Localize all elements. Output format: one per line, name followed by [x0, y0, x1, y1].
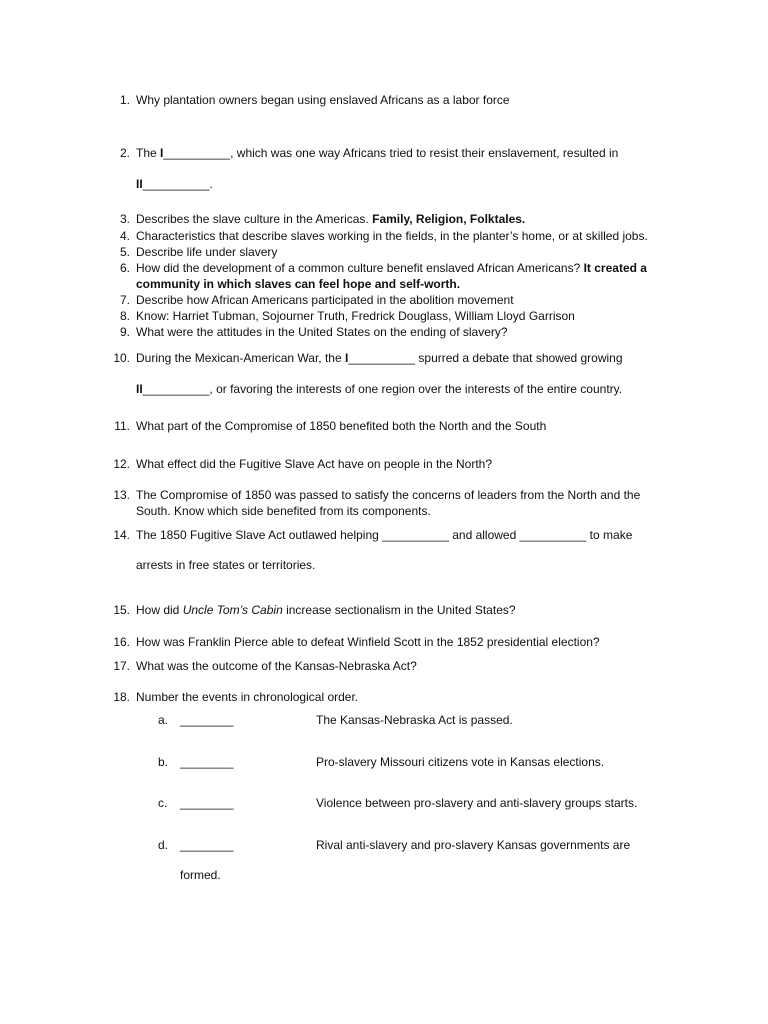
event-blank: ________: [180, 838, 234, 852]
question-text: How was Franklin Pierce able to defeat Winfield Scott in the 1852 presidential election?: [136, 635, 600, 649]
event-text: Rival anti-slavery and pro-slavery Kansas governments are: [316, 838, 631, 852]
question-number: 11.: [114, 419, 130, 433]
text-segment: How did the development of a common culture benefit enslaved African Americans?: [136, 261, 584, 275]
fill-blank: __________: [142, 382, 210, 396]
question-number: 3.: [119, 212, 130, 226]
event-blank: ________: [180, 713, 234, 727]
question-text: What were the attitudes in the United States on the ending of slavery?: [136, 325, 508, 339]
question-text: [136, 211, 676, 227]
question-number: 15.: [113, 603, 130, 617]
text-segment: increase sectionalism in the United States?: [282, 603, 516, 617]
text-segment: .: [209, 177, 213, 191]
text-segment: During the Mexican-American War, the: [136, 351, 345, 365]
question-number: 2.: [119, 146, 130, 160]
question-text: What effect did the Fugitive Slave Act have on people in the North?: [136, 457, 492, 471]
book-title: Uncle Tom’s Cabin: [182, 603, 283, 617]
question-number: 4.: [119, 229, 130, 243]
question-text: Know: Harriet Tubman, Sojourner Truth, Fredrick Douglass, William Lloyd Garrison: [136, 309, 575, 323]
question-number: 8.: [119, 309, 130, 323]
question-number: 6.: [119, 261, 130, 275]
question-text: The 1850 Fugitive Slave Act outlawed helping __________ and allowed __________ to make: [136, 528, 633, 542]
event-letter: c.: [158, 796, 168, 810]
answer-text: It created a: [583, 261, 647, 275]
question-2-continuation: [136, 176, 213, 192]
question-number: 13.: [113, 488, 130, 502]
text-segment: spurred a debate that showed growing: [415, 351, 623, 365]
question-text: What was the outcome of the Kansas-Nebraska Act?: [136, 659, 417, 673]
answer-text: community in which slaves can feel hope and self-worth.: [136, 277, 461, 291]
question-number: 16.: [113, 635, 130, 649]
question-text: Number the events in chronological order.: [136, 690, 359, 704]
text-segment: , or favoring the interests of one region over the interests of the entire country.: [209, 382, 623, 396]
event-blank: ________: [180, 796, 234, 810]
event-text: The Kansas-Nebraska Act is passed.: [316, 713, 513, 727]
event-letter: d.: [158, 838, 169, 852]
event-blank: ________: [180, 755, 234, 769]
event-letter: a.: [158, 713, 169, 727]
fill-blank: __________: [348, 351, 416, 365]
question-text: [136, 602, 676, 618]
question-number: 7.: [119, 293, 130, 307]
question-text: [136, 145, 676, 161]
question-10-continuation: [136, 381, 622, 397]
question-14-continuation: arrests in free states or territories.: [136, 558, 316, 572]
question-text: Why plantation owners began using enslaved Africans as a labor force: [136, 93, 510, 107]
question-number: 18.: [113, 690, 130, 704]
question-number: 14.: [113, 528, 130, 542]
question-number: 5.: [119, 245, 130, 259]
question-number: 17.: [113, 659, 130, 673]
question-number: 9.: [119, 325, 130, 339]
text-segment: Describes the slave culture in the Americas.: [136, 212, 373, 226]
question-text: Describe life under slavery: [136, 245, 278, 259]
answer-text: Family, Religion, Folktales.: [372, 212, 526, 226]
event-text-continuation: formed.: [180, 868, 221, 882]
question-13-continuation: South. Know which side benefited from its components.: [136, 504, 431, 518]
blank-marker: I: [344, 351, 349, 365]
event-letter: b.: [158, 755, 169, 769]
text-segment: The: [136, 146, 161, 160]
fill-blank: __________: [163, 146, 231, 160]
blank-marker: I: [160, 146, 164, 160]
question-6-continuation: [136, 276, 460, 292]
blank-marker: II: [136, 382, 143, 396]
text-segment: How did: [136, 603, 183, 617]
question-text: Characteristics that describe slaves working in the fields, in the planter’s home, or at skilled jobs.: [136, 229, 648, 243]
blank-marker: II: [136, 177, 143, 191]
question-text: The Compromise of 1850 was passed to satisfy the concerns of leaders from the North and the: [136, 488, 641, 502]
question-number: 10.: [113, 351, 130, 365]
question-text: Describe how African Americans participated in the abolition movement: [136, 293, 514, 307]
question-number: 1.: [119, 93, 130, 107]
question-text: What part of the Compromise of 1850 benefited both the North and the South: [136, 419, 547, 433]
fill-blank: __________: [142, 177, 210, 191]
question-text: [136, 350, 676, 366]
text-segment: , which was one way Africans tried to resist their enslavement, resulted in: [230, 146, 619, 160]
question-number: 12.: [113, 457, 130, 471]
question-text: [136, 260, 696, 276]
event-text: Violence between pro-slavery and anti-slavery groups starts.: [316, 796, 638, 810]
event-text: Pro-slavery Missouri citizens vote in Kansas elections.: [316, 755, 605, 769]
